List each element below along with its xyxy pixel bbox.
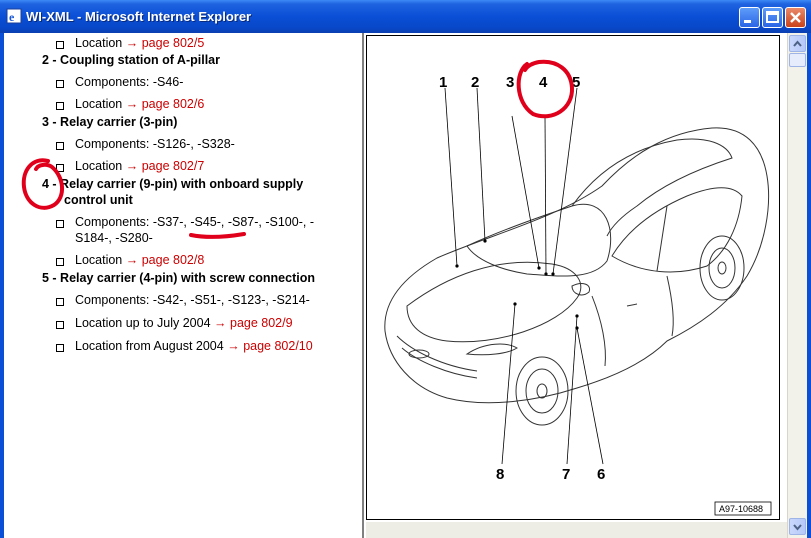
page-link[interactable]: → page 802/9 (214, 316, 293, 330)
callout-1: 1 (439, 74, 448, 91)
toc-heading: 4 - Relay carrier (9-pin) with onboard supply (42, 177, 304, 191)
title-bar[interactable] (0, 0, 811, 33)
toc-item: Components: -S126-, -S328- (75, 137, 235, 151)
arrow-up-icon (790, 36, 805, 51)
toc-item: Components: -S37-, -S45-, -S87-, -S100-, - (75, 215, 314, 229)
toc-item: Location → page 802/8 (75, 253, 205, 267)
toc-pane (4, 33, 362, 538)
page-link[interactable]: → page 802/5 (125, 36, 205, 50)
close-button[interactable] (785, 7, 806, 28)
bullet-square-icon (56, 321, 64, 329)
ref-code: A97-10688 (719, 504, 764, 514)
car-side-windows (612, 188, 742, 272)
toc-heading-cont: control unit (64, 193, 133, 207)
vertical-scrollbar[interactable] (787, 33, 807, 538)
car-badge (409, 350, 429, 358)
bullet-square-icon (56, 258, 64, 266)
minimize-icon (740, 8, 759, 27)
toc-item: Location from August 2004 → page 802/10 (75, 339, 313, 353)
callout-4: 4 (539, 74, 548, 91)
toc-item: Location → page 802/5 (75, 36, 205, 50)
arrow-down-icon (790, 519, 805, 534)
page-link[interactable]: → page 802/8 (125, 253, 205, 267)
page-link[interactable]: → page 802/7 (125, 159, 205, 173)
maximize-icon (763, 8, 782, 27)
svg-text:e: e (9, 10, 15, 24)
car-headlight (467, 344, 517, 355)
toc-heading: 2 - Coupling station of A-pillar (42, 53, 220, 67)
toc-item: Location up to July 2004 → page 802/9 (75, 316, 293, 330)
close-icon (786, 8, 805, 27)
callout-8: 8 (496, 466, 505, 483)
frame-divider[interactable] (362, 33, 364, 538)
callout-7: 7 (562, 466, 571, 483)
car-diagram (366, 35, 780, 520)
car-hood (407, 262, 581, 342)
car-roof (572, 139, 732, 236)
scroll-thumb[interactable] (789, 53, 806, 67)
toc-item: Components: -S42-, -S51-, -S123-, -S214- (75, 293, 310, 307)
bullet-square-icon (56, 344, 64, 352)
toc-heading: 3 - Relay carrier (3-pin) (42, 115, 178, 129)
callout-2: 2 (471, 74, 480, 91)
car-rear-wheel (700, 236, 744, 300)
car-body-outline (385, 128, 769, 403)
maximize-button[interactable] (762, 7, 783, 28)
callout-5: 5 (572, 74, 581, 91)
bullet-square-icon (56, 41, 64, 49)
window-right-border (807, 33, 811, 538)
bullet-square-icon (56, 102, 64, 110)
toc-item: Location → page 802/7 (75, 159, 205, 173)
callout-6: 6 (597, 466, 606, 483)
bullet-square-icon (56, 80, 64, 88)
red-circle-annotation (18, 155, 70, 217)
bullet-square-icon (56, 142, 64, 150)
page-link[interactable]: → page 802/10 (227, 339, 313, 353)
bullet-square-icon (56, 298, 64, 306)
toc-item: Components: -S46- (75, 75, 184, 89)
window-title: WI-XML - Microsoft Internet Explorer (26, 9, 252, 24)
figure-pane (366, 33, 786, 522)
page-content (4, 33, 787, 538)
minimize-button[interactable] (739, 7, 760, 28)
red-underline-annotation (188, 229, 248, 241)
internet-explorer-icon (6, 8, 22, 24)
toc-item: Location → page 802/6 (75, 97, 205, 111)
page-link[interactable]: → page 802/6 (125, 97, 205, 111)
bullet-square-icon (56, 220, 64, 228)
car-illustration (367, 36, 779, 519)
scroll-down-button[interactable] (789, 518, 806, 535)
horizontal-scrollbar[interactable] (366, 522, 787, 538)
car-front-wheel (516, 357, 568, 425)
callout-3: 3 (506, 74, 515, 91)
scroll-up-button[interactable] (789, 35, 806, 52)
toc-item-cont: S184-, -S280- (75, 231, 153, 245)
toc-heading: 5 - Relay carrier (4-pin) with screw connection (42, 271, 315, 285)
